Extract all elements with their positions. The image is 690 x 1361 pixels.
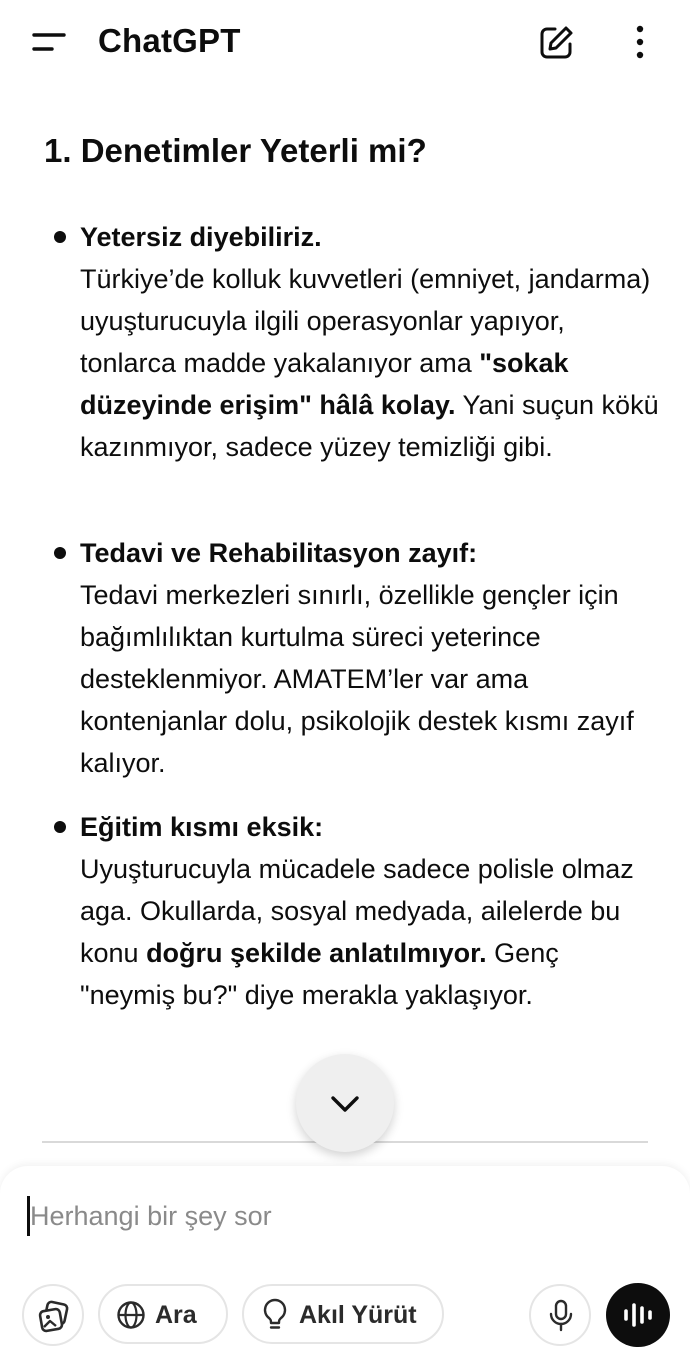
list-item-body: Türkiye’de kolluk kuvvetleri (emniyet, jandarma) uyuşturucuyla ilgili operasyonlar yapıyor, tonlarca madde yakalanıyor ama — [80, 264, 651, 378]
reason-label: Akıl Yürüt — [299, 1301, 417, 1329]
voice-waveform-icon — [622, 1300, 654, 1330]
more-vertical-icon[interactable] — [628, 24, 652, 62]
list-item-text — [80, 216, 660, 468]
list-item-body-end: Yani suçun kökü kazınmıyor, sadece yüzey temizliği gibi. — [80, 390, 659, 462]
attach-image-button[interactable] — [22, 1284, 84, 1346]
list-item-title: Eğitim kısmı eksik: — [80, 812, 324, 842]
list-item-body: Tedavi merkezleri sınırlı, özellikle gençler için bağımlılıktan kurtulma süreci yeterince desteklenmiyor. AMATEM’ler var ama kontenjanlar dolu, psikolojik destek kısmı zayıf kalıyor. — [80, 580, 634, 778]
list-item-emphasis: "sokak düzeyinde erişim" hâlâ kolay. — [80, 348, 569, 420]
image-attach-icon — [37, 1299, 71, 1333]
hamburger-menu-icon[interactable] — [32, 30, 66, 54]
scroll-to-bottom-button[interactable] — [296, 1054, 394, 1152]
list-item-emphasis: doğru şekilde anlatılmıyor. — [146, 938, 487, 968]
list-item-title: Yetersiz diyebiliriz. — [80, 222, 322, 252]
search-button[interactable] — [98, 1284, 228, 1344]
microphone-button[interactable] — [529, 1284, 591, 1346]
chevron-down-icon — [329, 1090, 361, 1116]
edit-icon[interactable] — [537, 24, 575, 62]
list-item-title: Tedavi ve Rehabilitasyon zayıf: — [80, 538, 478, 568]
list-item-text — [80, 532, 660, 784]
bullet-dot — [54, 231, 66, 243]
app-title[interactable]: ChatGPT — [98, 22, 241, 59]
bullet-dot — [54, 821, 66, 833]
lightbulb-icon — [260, 1297, 290, 1333]
bullet-dot — [54, 547, 66, 559]
list-item-text — [80, 806, 660, 1016]
assistant-message — [0, 120, 690, 1160]
reason-button[interactable] — [242, 1284, 444, 1344]
globe-icon — [116, 1300, 146, 1330]
voice-mode-button[interactable] — [606, 1283, 670, 1347]
composer — [0, 1166, 690, 1361]
top-bar — [0, 0, 690, 86]
search-label: Ara — [155, 1301, 197, 1329]
microphone-icon — [547, 1299, 575, 1333]
list-item-body-end: Genç "neymiş bu?" diye merakla yaklaşıyor. — [80, 938, 559, 1010]
list-item-body: Uyuşturucuyla mücadele sadece polisle olmaz aga. Okullarda, sosyal medyada, ailelerde bu konu — [80, 854, 634, 968]
section-heading: 1. Denetimler Yeterli mi? — [44, 132, 427, 169]
prompt-input[interactable] — [26, 1194, 650, 1238]
